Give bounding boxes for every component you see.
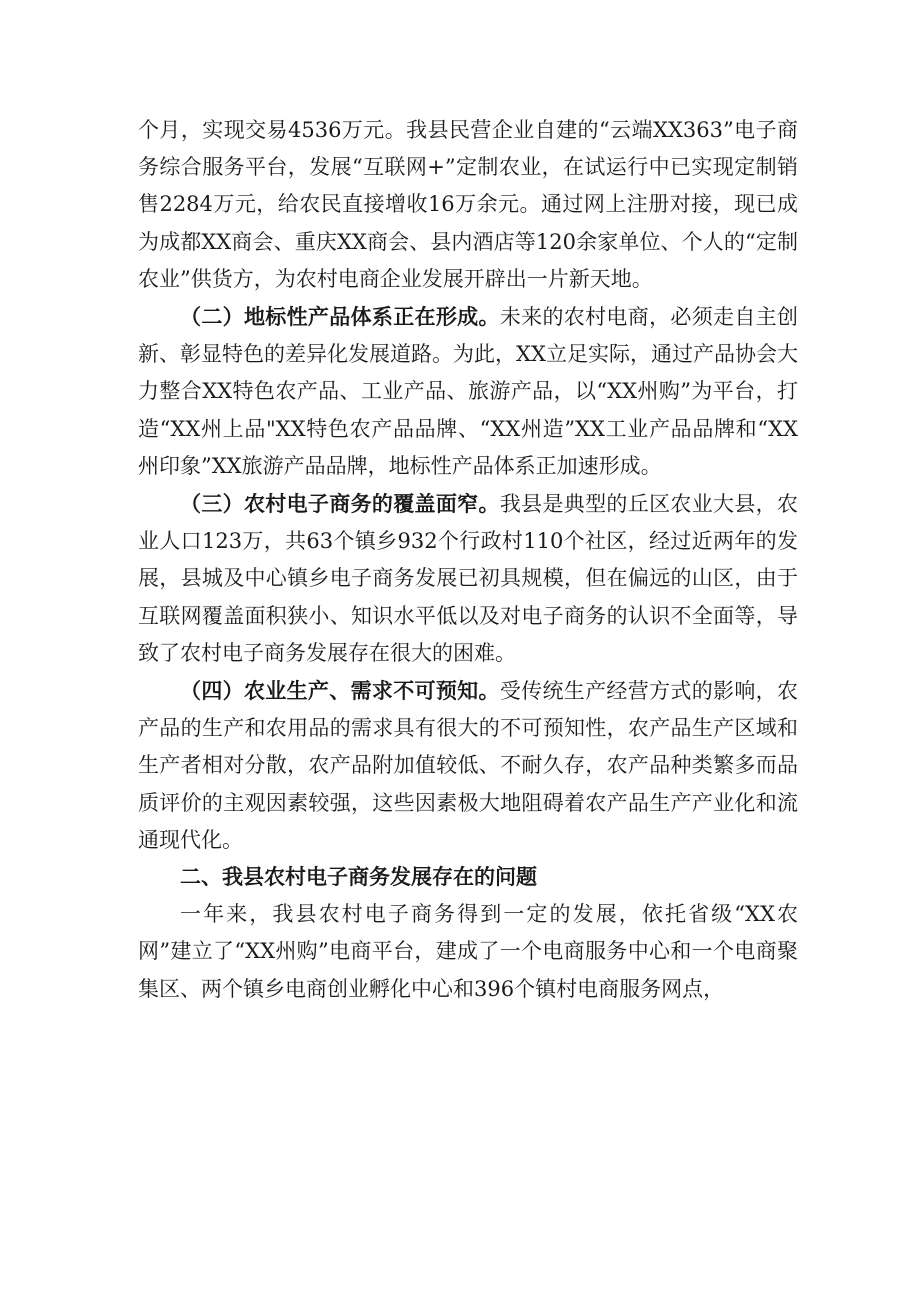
paragraph-4-text: 受传统生产经营方式的影响，农产品的生产和农用品的需求具有很大的不可预知性，农产品生产区域和生产者相对分散，农产品附加值较低、不耐久存，农产品种类繁多而品质评价的主观因素较强，这些因素极大地阻碍着农产品生产产业化和流通现代化。 (138, 679, 799, 852)
paragraph-1 (138, 112, 798, 298)
paragraph-1-text: 个月，实现交易4536万元。我县民营企业自建的“云端XX363”电子商务综合服务平台，发展“互联网+”定制农业，在试运行中已实现定制销售2284万元，给农民直接增收16万余元。通过网上注册对接，现已成为成都XX商会、重庆XX商会、县内酒店等120余家单位、个人的“定制农业”供货方，为农村电商企业发展开辟出一片新天地。 (138, 118, 798, 291)
paragraph-2-lead: （二）地标性产品体系正在形成。 (180, 304, 500, 330)
paragraph-3-lead: （三）农村电子商务的覆盖面窄。 (180, 491, 500, 517)
paragraph-5 (138, 896, 798, 1008)
paragraph-2 (138, 298, 798, 485)
paragraph-3 (138, 485, 798, 672)
paragraph-3-text: 我县是典型的丘区农业大县，农业人口123万，共63个镇乡932个行政村110个社区，经过近两年的发展，县城及中心镇乡电子商务发展已初具规模，但在偏远的山区，由于互联网覆盖面积狭小、知识水平低以及对电子商务的认识不全面等，导致了农村电子商务发展存在很大的困难。 (138, 492, 799, 665)
paragraph-4-lead: （四）农业生产、需求不可预知。 (180, 678, 500, 704)
paragraph-4 (138, 672, 798, 859)
paragraph-2-text: 未来的农村电商，必须走自主创新、彰显特色的差异化发展道路。为此，XX立足实际，通过产品协会大力整合XX特色农产品、工业产品、旅游产品，以“XX州购”为平台，打造“XX州上品"XX特色农产品品牌、“XX州造”XX工业产品品牌和“XX州印象”XX旅游产品品牌，地标性产品体系正加速形成。 (138, 305, 799, 478)
section-heading: 二、我县农村电子商务发展存在的问题 (180, 865, 537, 890)
paragraph-5-text: 一年来，我县农村电子商务得到一定的发展，依托省级“XX农网”建立了“XX州购”电商平台，建成了一个电商服务中心和一个电商聚集区、两个镇乡电商创业孵化中心和396个镇村电商服务网点， (138, 902, 798, 1001)
document-page (138, 112, 798, 1008)
